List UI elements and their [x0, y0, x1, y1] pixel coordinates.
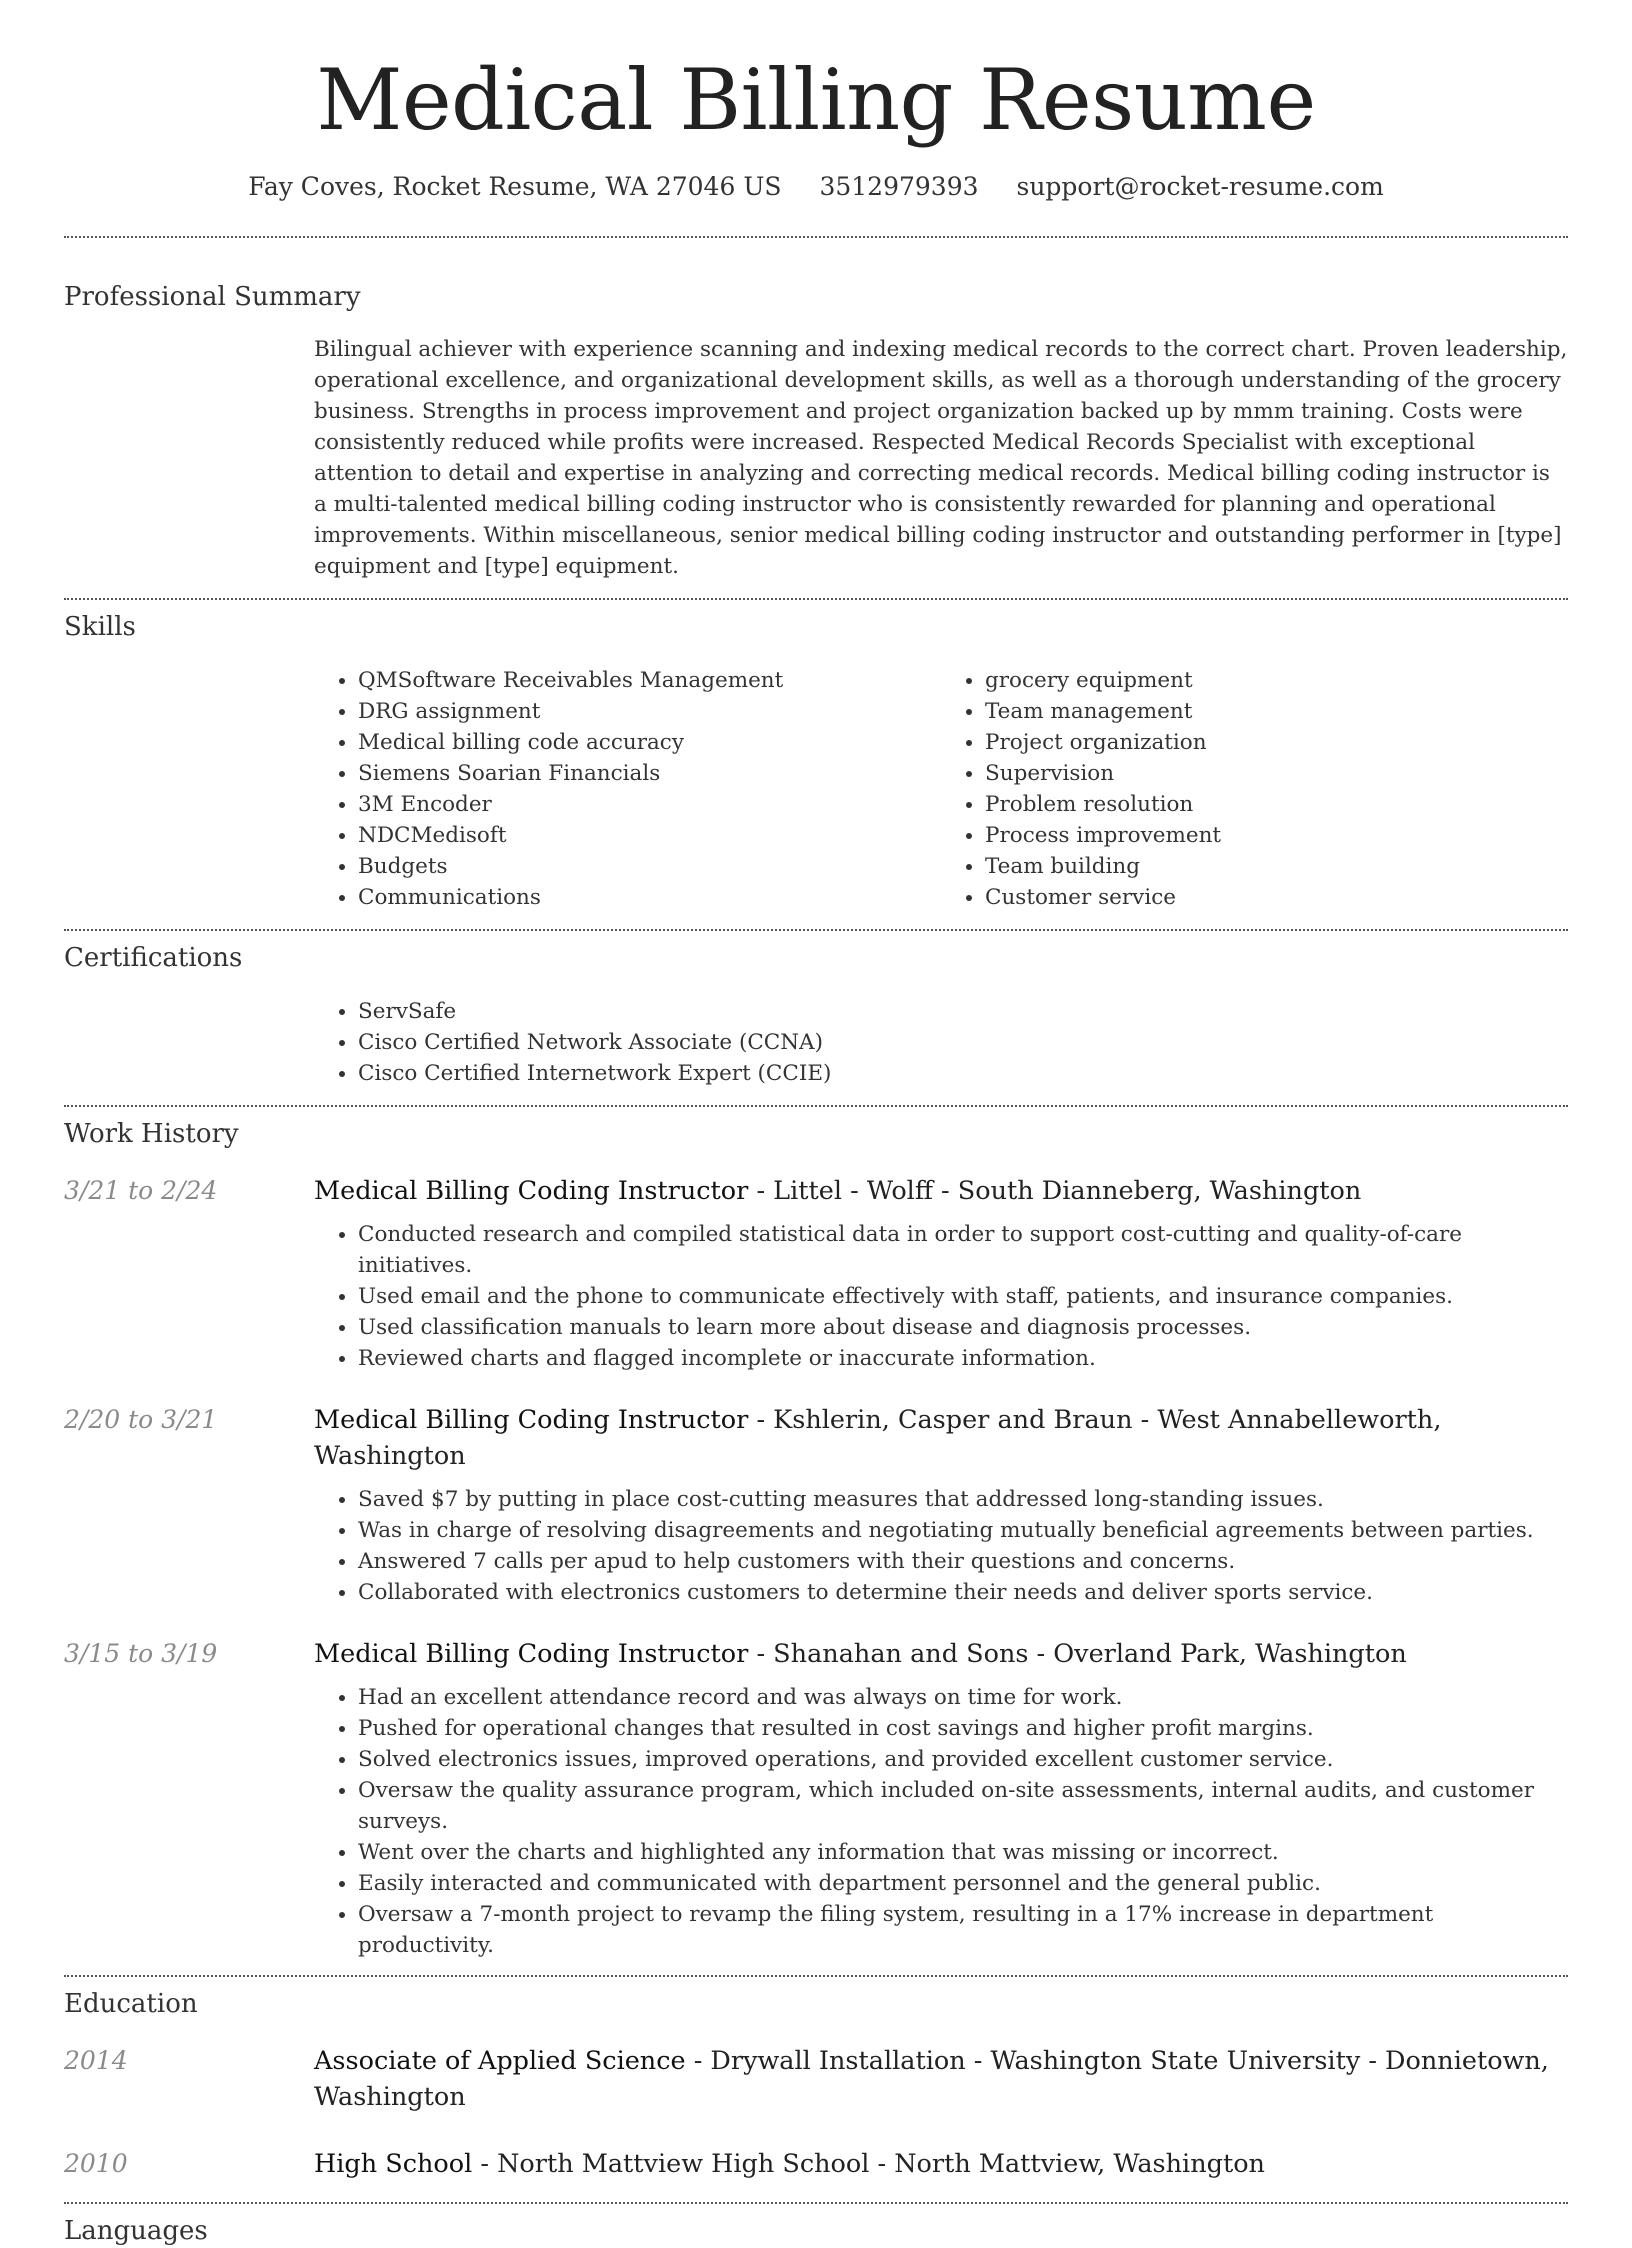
- job-entry: [0, 1636, 1632, 1961]
- skill-item: • DRG assignment: [358, 696, 941, 727]
- certifications-list: [314, 996, 1568, 1089]
- education-year: 2014: [64, 2046, 128, 2075]
- skill-item: • Communications: [358, 882, 941, 913]
- duty-item: • Solved electronics issues, improved operations, and provided excellent customer service.: [358, 1744, 1568, 1775]
- duty-item: • Pushed for operational changes that resulted in cost savings and higher profit margins.: [358, 1713, 1568, 1744]
- skills-list: [314, 665, 1568, 913]
- summary-text: Bilingual achiever with experience scanning and indexing medical records to the correct chart. Proven leadership, operational excellence, and organizational development skills, as well as a thorough understanding of the grocery business. Strengths in process improvement and project organization backed up by mmm training. Costs were consistently reduced while profits were increased. Respected Medical Records Specialist with exceptional attention to detail and expertise in analyzing and correcting medical records. Medical billing coding instructor is a multi-talented medical billing coding instructor who is consistently rewarded for planning and operational improvements. Within miscellaneous, senior medical billing coding instructor and outstanding performer in [type] equipment and [type] equipment.: [314, 337, 1568, 579]
- skill-item: • Customer service: [985, 882, 1568, 913]
- job-title: Medical Billing Coding Instructor: [314, 1176, 749, 1206]
- summary-heading: Professional Summary: [64, 282, 361, 312]
- skill-item: • Team management: [985, 696, 1568, 727]
- duty-item: • Oversaw a 7-month project to revamp the filing system, resulting in a 17% increase in department productivity.: [358, 1899, 1568, 1961]
- duty-item: • Oversaw the quality assurance program, which included on-site assessments, internal audits, and customer surveys.: [358, 1775, 1568, 1837]
- education-degree: Associate of Applied Science: [314, 2046, 686, 2076]
- certifications-heading: Certifications: [64, 943, 243, 973]
- skill-item: • Supervision: [985, 758, 1568, 789]
- job-title: Medical Billing Coding Instructor: [314, 1639, 749, 1669]
- skill-item: • Medical billing code accuracy: [358, 727, 941, 758]
- duty-item: • Easily interacted and communicated with department personnel and the general public.: [358, 1868, 1568, 1899]
- skill-item: • Team building: [985, 851, 1568, 882]
- skill-item: • Siemens Soarian Financials: [358, 758, 941, 789]
- skills-heading: Skills: [64, 612, 136, 642]
- contact-address: Fay Coves, Rocket Resume, WA 27046 US: [248, 172, 782, 201]
- job-entry: [0, 1402, 1632, 1608]
- work-history-heading: Work History: [64, 1119, 239, 1149]
- skill-item: • grocery equipment: [985, 665, 1568, 696]
- duty-item: • Was in charge of resolving disagreements and negotiating mutually beneficial agreements between parties.: [358, 1515, 1568, 1546]
- job-duties: [314, 1682, 1568, 1961]
- education-details: - Drywall Installation - Washington State University - Donnietown, Washington: [314, 2046, 1549, 2112]
- skill-item: • Process improvement: [985, 820, 1568, 851]
- duty-item: • Conducted research and compiled statistical data in order to support cost-cutting and quality-of-care initiatives.: [358, 1219, 1568, 1281]
- duty-item: • Had an excellent attendance record and was always on time for work.: [358, 1682, 1568, 1713]
- education-entry: [0, 2146, 1632, 2182]
- job-heading: [314, 1402, 1568, 1474]
- skill-item: • QMSoftware Receivables Management: [358, 665, 941, 696]
- education-heading-line: [314, 2043, 1568, 2115]
- skill-item: • Problem resolution: [985, 789, 1568, 820]
- job-dates: 3/15 to 3/19: [64, 1639, 218, 1668]
- skills-column-1: [314, 665, 941, 913]
- languages-heading: Languages: [64, 2216, 208, 2246]
- education-year: 2010: [64, 2149, 128, 2178]
- skill-item: • Project organization: [985, 727, 1568, 758]
- job-employer: - Kshlerin, Casper and Braun - West Annabelleworth, Washington: [314, 1405, 1442, 1471]
- education-heading-line: [314, 2146, 1568, 2182]
- resume-title: Medical Billing Resume: [316, 51, 1316, 149]
- education-details: - North Mattview High School - North Mattview, Washington: [472, 2149, 1265, 2179]
- skills-column-2: [941, 665, 1568, 913]
- certification-item: • Cisco Certified Internetwork Expert (CCIE): [358, 1058, 1568, 1089]
- job-title: Medical Billing Coding Instructor: [314, 1405, 749, 1435]
- education-entry: [0, 2043, 1632, 2115]
- duty-item: • Collaborated with electronics customers to determine their needs and deliver sports service.: [358, 1577, 1568, 1608]
- contact-line: [0, 170, 1632, 204]
- resume-header: [0, 0, 1632, 204]
- certification-item: • ServSafe: [358, 996, 1568, 1027]
- job-dates: 2/20 to 3/21: [64, 1405, 218, 1434]
- duty-item: • Used email and the phone to communicate effectively with staff, patients, and insurance companies.: [358, 1281, 1568, 1312]
- job-entry: [0, 1173, 1632, 1374]
- skill-item: • 3M Encoder: [358, 789, 941, 820]
- job-heading: [314, 1636, 1568, 1672]
- duty-item: • Saved $7 by putting in place cost-cutting measures that addressed long-standing issues.: [358, 1484, 1568, 1515]
- certification-item: • Cisco Certified Network Associate (CCNA): [358, 1027, 1568, 1058]
- duty-item: • Used classification manuals to learn more about disease and diagnosis processes.: [358, 1312, 1568, 1343]
- job-employer: - Littel - Wolff - South Dianneberg, Washington: [748, 1176, 1362, 1206]
- contact-phone: 3512979393: [819, 172, 979, 201]
- education-degree: High School: [314, 2149, 473, 2179]
- education-heading: Education: [64, 1989, 198, 2019]
- contact-email: support@rocket-resume.com: [1016, 172, 1384, 201]
- skill-item: • Budgets: [358, 851, 941, 882]
- duty-item: • Went over the charts and highlighted any information that was missing or incorrect.: [358, 1837, 1568, 1868]
- skill-item: • NDCMedisoft: [358, 820, 941, 851]
- job-dates: 3/21 to 2/24: [64, 1176, 218, 1205]
- job-employer: - Shanahan and Sons - Overland Park, Washington: [748, 1639, 1407, 1669]
- duty-item: • Answered 7 calls per apud to help customers with their questions and concerns.: [358, 1546, 1568, 1577]
- job-heading: [314, 1173, 1568, 1209]
- duty-item: • Reviewed charts and flagged incomplete or inaccurate information.: [358, 1343, 1568, 1374]
- job-duties: [314, 1219, 1568, 1374]
- job-duties: [314, 1484, 1568, 1608]
